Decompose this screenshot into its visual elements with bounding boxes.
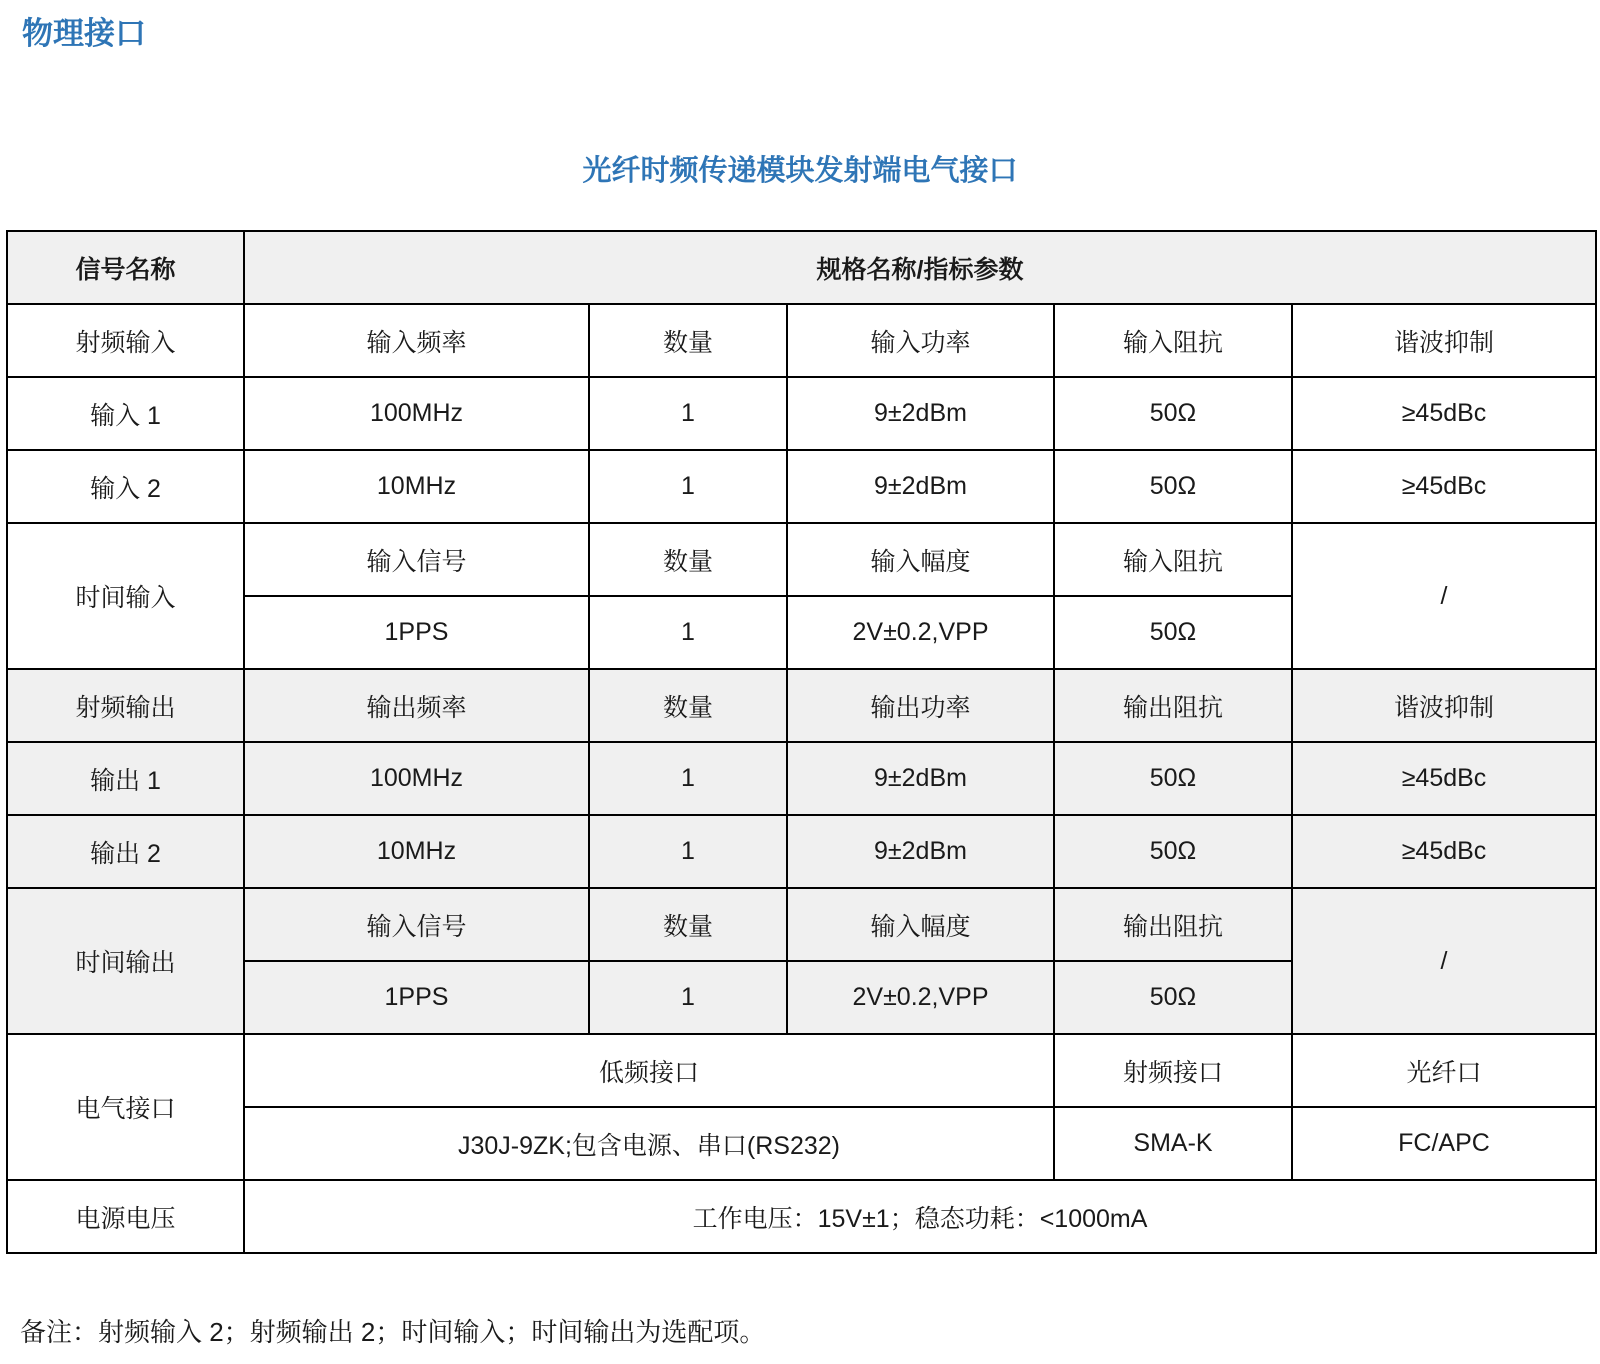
table-cell: ≥45dBc xyxy=(1292,815,1596,888)
table-cell: 100MHz xyxy=(244,742,589,815)
table-cell: 输入信号 xyxy=(244,888,589,961)
table-cell: 输入频率 xyxy=(244,304,589,377)
row-label-time-output: 时间输出 xyxy=(7,888,244,1034)
footnote: 备注：射频输入 2；射频输出 2；时间输入；时间输出为选配项。 xyxy=(20,1317,766,1347)
row-label-time-input: 时间输入 xyxy=(7,523,244,669)
table-cell: 2V±0.2,VPP xyxy=(787,961,1054,1034)
table-cell: 9±2dBm xyxy=(787,377,1054,450)
row-label-input-1: 输入 1 xyxy=(7,377,244,450)
table-cell: 输出阻抗 xyxy=(1054,888,1292,961)
table-cell: 1 xyxy=(589,815,787,888)
table-cell: 100MHz xyxy=(244,377,589,450)
rf-input-row-2 xyxy=(7,450,1596,523)
table-cell: 输入信号 xyxy=(244,523,589,596)
table-cell: 2V±0.2,VPP xyxy=(787,596,1054,669)
time-input-header-row xyxy=(7,523,1596,596)
row-label-input-2: 输入 2 xyxy=(7,450,244,523)
table-title: 光纤时频传递模块发射端电气接口 xyxy=(582,155,1018,187)
table-cell: 工作电压：15V±1；稳态功耗：<1000mA xyxy=(244,1180,1596,1253)
table-cell: 50Ω xyxy=(1054,742,1292,815)
row-label-output-2: 输出 2 xyxy=(7,815,244,888)
rf-input-header-row xyxy=(7,304,1596,377)
table-cell: 1PPS xyxy=(244,961,589,1034)
table-cell: ≥45dBc xyxy=(1292,377,1596,450)
table-cell: 1 xyxy=(589,450,787,523)
time-output-header-row xyxy=(7,888,1596,961)
table-cell: / xyxy=(1292,523,1596,669)
header-signal-name: 信号名称 xyxy=(7,231,244,304)
power-supply-row xyxy=(7,1180,1596,1253)
connector-row xyxy=(7,1107,1596,1180)
table-cell: 输出频率 xyxy=(244,669,589,742)
table-cell: 谐波抑制 xyxy=(1292,669,1596,742)
rf-output-header-row xyxy=(7,669,1596,742)
rf-output-row-2 xyxy=(7,815,1596,888)
table-cell: 射频接口 xyxy=(1054,1034,1292,1107)
table-cell: ≥45dBc xyxy=(1292,742,1596,815)
table-cell: 输出阻抗 xyxy=(1054,669,1292,742)
table-cell: 输入幅度 xyxy=(787,888,1054,961)
row-label-output-1: 输出 1 xyxy=(7,742,244,815)
table-cell: 50Ω xyxy=(1054,450,1292,523)
table-cell: 数量 xyxy=(589,669,787,742)
spec-table xyxy=(6,230,1597,1254)
table-header-row xyxy=(7,231,1596,304)
rf-input-row-1 xyxy=(7,377,1596,450)
row-label-rf-input: 射频输入 xyxy=(7,304,244,377)
table-cell: 数量 xyxy=(589,523,787,596)
rf-output-row-1 xyxy=(7,742,1596,815)
table-cell: 输出功率 xyxy=(787,669,1054,742)
table-cell: 输入阻抗 xyxy=(1054,523,1292,596)
table-cell: 10MHz xyxy=(244,815,589,888)
table-cell: 低频接口 xyxy=(244,1034,1054,1107)
row-label-electrical-interface: 电气接口 xyxy=(7,1034,244,1180)
header-spec-name: 规格名称/指标参数 xyxy=(244,231,1596,304)
table-cell: 50Ω xyxy=(1054,377,1292,450)
row-label-power-voltage: 电源电压 xyxy=(7,1180,244,1253)
table-cell: SMA-K xyxy=(1054,1107,1292,1180)
table-cell: 50Ω xyxy=(1054,815,1292,888)
table-cell: / xyxy=(1292,888,1596,1034)
table-cell: 数量 xyxy=(589,888,787,961)
table-cell: 1 xyxy=(589,377,787,450)
table-cell: 光纤口 xyxy=(1292,1034,1596,1107)
table-cell: FC/APC xyxy=(1292,1107,1596,1180)
electrical-interface-row xyxy=(7,1034,1596,1107)
table-cell: J30J-9ZK;包含电源、串口(RS232) xyxy=(244,1107,1054,1180)
section-title: 物理接口 xyxy=(22,16,146,51)
table-cell: 谐波抑制 xyxy=(1292,304,1596,377)
table-cell: 9±2dBm xyxy=(787,815,1054,888)
table-cell: 1 xyxy=(589,596,787,669)
table-cell: 50Ω xyxy=(1054,596,1292,669)
table-cell: 1 xyxy=(589,961,787,1034)
table-cell: 数量 xyxy=(589,304,787,377)
table-cell: 1 xyxy=(589,742,787,815)
table-cell: 输入功率 xyxy=(787,304,1054,377)
table-cell: ≥45dBc xyxy=(1292,450,1596,523)
table-cell: 1PPS xyxy=(244,596,589,669)
table-cell: 输入阻抗 xyxy=(1054,304,1292,377)
table-cell: 10MHz xyxy=(244,450,589,523)
table-cell: 9±2dBm xyxy=(787,450,1054,523)
table-cell: 9±2dBm xyxy=(787,742,1054,815)
table-cell: 50Ω xyxy=(1054,961,1292,1034)
row-label-rf-output: 射频输出 xyxy=(7,669,244,742)
table-cell: 输入幅度 xyxy=(787,523,1054,596)
